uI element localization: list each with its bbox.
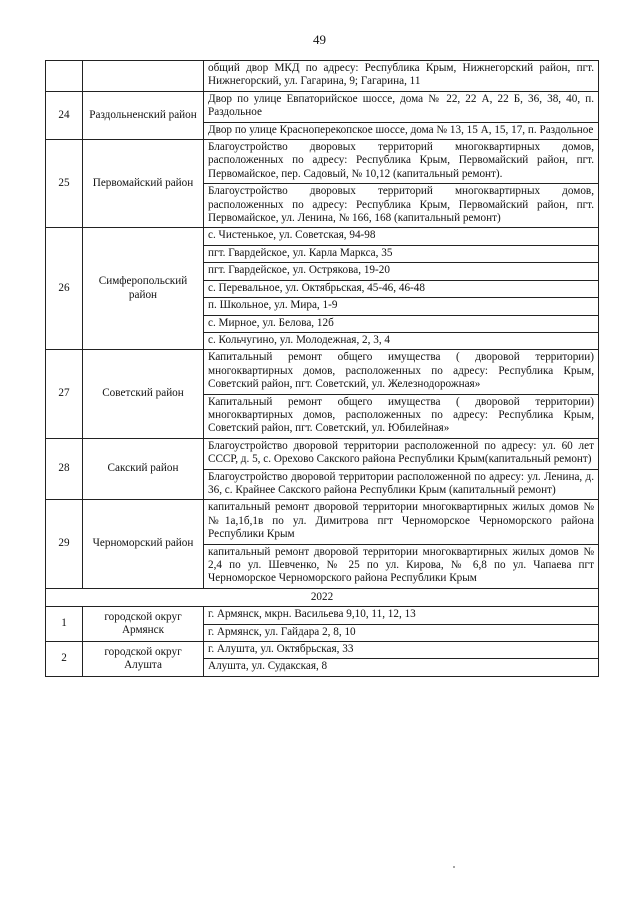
address-cell: г. Армянск, мкрн. Васильева 9,10, 11, 12, 13 [204, 607, 599, 624]
row-number: 29 [46, 500, 83, 588]
table-row [46, 228, 599, 245]
address-cell: Капитальный ремонт общего имущества ( дворовой территории) многоквартирных домов, расположенных по адресу: Республика Крым, Советский район, пгт. Советский, ул. Юбилейная» [204, 394, 599, 438]
row-number: 26 [46, 228, 83, 350]
district-name: Черноморский район [83, 500, 204, 588]
district-name: Советский район [83, 350, 204, 438]
table-row [46, 350, 599, 394]
address-cell: Капитальный ремонт общего имущества ( дворовой территории) многоквартирных домов, расположенных по адресу: Республика Крым, Советский район, пгт. Советский, ул. Железнодорожная» [204, 350, 599, 394]
address-cell: Благоустройство дворовой территории расположенной по адресу: ул. Ленина, д. 36, с. Крайнее Сакского района Республики Крым (капитальный ремонт) [204, 469, 599, 500]
address-cell: Алушта, ул. Судакская, 8 [204, 659, 599, 676]
district-name: Симферопольский район [83, 228, 204, 350]
table-row [46, 607, 599, 624]
row-number: 2 [46, 642, 83, 677]
page-number: 49 [313, 32, 326, 47]
district-name: городской округ Алушта [83, 642, 204, 677]
table-row [46, 642, 599, 659]
address-cell: пгт. Гвардейское, ул. Карла Маркса, 35 [204, 245, 599, 262]
table-row [46, 91, 599, 122]
table-row [46, 438, 599, 469]
address-cell: Благоустройство дворовой территории расположенной по адресу: ул. 60 лет СССР, д. 5, с. Орехово Сакского района Республики Крым(капитальный ремонт) [204, 438, 599, 469]
row-number: 24 [46, 91, 83, 139]
district-name: городской округ Армянск [83, 607, 204, 642]
address-cell: с. Перевальное, ул. Октябрьская, 45-46, 46-48 [204, 280, 599, 297]
district-name [83, 61, 204, 92]
address-cell: с. Мирное, ул. Белова, 12б [204, 315, 599, 332]
address-cell: п. Школьное, ул. Мира, 1-9 [204, 298, 599, 315]
row-number [46, 61, 83, 92]
address-cell: г. Армянск, ул. Гайдара 2, 8, 10 [204, 624, 599, 641]
address-cell: капитальный ремонт дворовой территории многоквартирных жилых домов №№1а,1б,1в по ул. Димитрова пгт Черноморское Черноморского района Республики Крым [204, 500, 599, 544]
address-cell: с. Кольчугино, ул. Молодежная, 2, 3, 4 [204, 332, 599, 349]
address-cell: Двор по улице Евпаторийское шоссе, дома № 22, 22 А, 22 Б, 36, 38, 40, п. Раздольное [204, 91, 599, 122]
address-cell: пгт. Гвардейское, ул. Острякова, 19-20 [204, 263, 599, 280]
table-row [46, 61, 599, 92]
district-name: Первомайский район [83, 140, 204, 228]
row-number: 28 [46, 438, 83, 500]
row-number: 27 [46, 350, 83, 438]
address-cell: г. Алушта, ул. Октябрьская, 33 [204, 642, 599, 659]
address-cell: общий двор МКД по адресу: Республика Крым, Нижнегорский район, пгт. Нижнегорский, ул. Гагарина, 9; Гагарина, 11 [204, 61, 599, 92]
table-row [46, 140, 599, 184]
scan-speck [453, 866, 455, 868]
row-number: 25 [46, 140, 83, 228]
territories-table [45, 60, 599, 677]
district-name: Раздольненский район [83, 91, 204, 139]
address-cell: капитальный ремонт дворовой территории многоквартирных жилых домов № 2,4 по ул. Шевченко, № 25 по ул. Кирова, № 6,8 по ул. Чапаева пгт Черноморское Черноморского района Республики Крым [204, 544, 599, 588]
table-row [46, 500, 599, 544]
address-cell: Благоустройство дворовых территорий многоквартирных домов, расположенных по адресу: Республика Крым, Первомайский район, пгт. Первомайское, пер. Садовый, № 10,12 (капитальный ремонт). [204, 140, 599, 184]
address-cell: Двор по улице Красноперекопское шоссе, дома № 13, 15 А, 15, 17, п. Раздольное [204, 122, 599, 139]
district-name: Сакский район [83, 438, 204, 500]
year-heading: 2022 [46, 588, 599, 606]
address-cell: с. Чистенькое, ул. Советская, 94-98 [204, 228, 599, 245]
row-number: 1 [46, 607, 83, 642]
address-cell: Благоустройство дворовых территорий многоквартирных домов, расположенных по адресу: Республика Крым, Первомайский район, пгт. Первомайское, ул. Ленина, № 166, 168 (капитальный ремонт) [204, 184, 599, 228]
table-row [46, 588, 599, 606]
